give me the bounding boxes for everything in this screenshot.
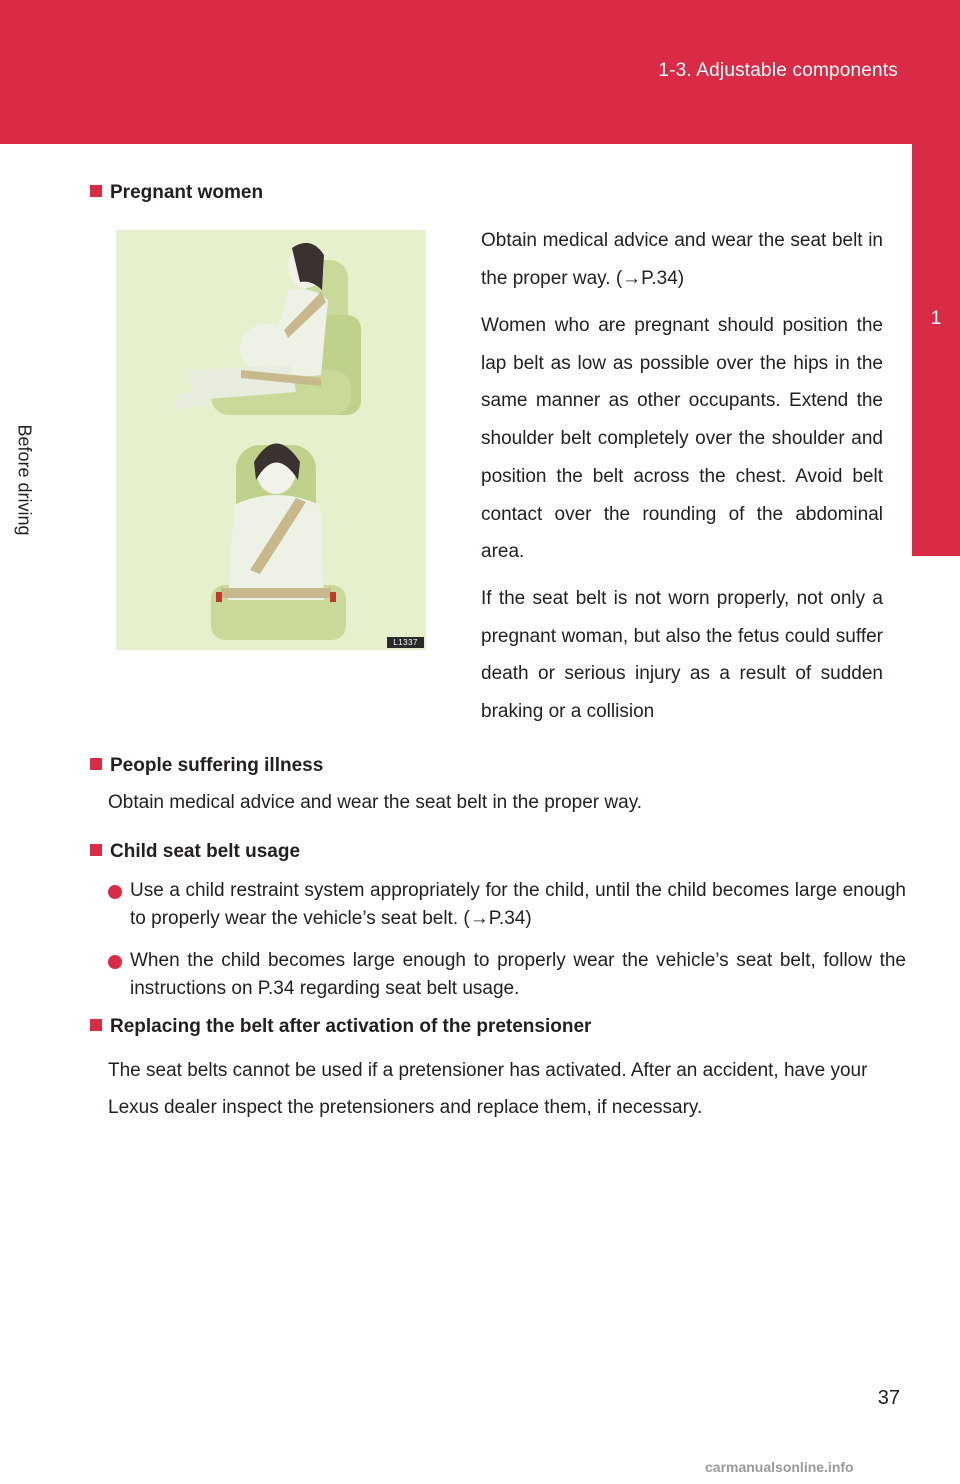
illness-text: Obtain medical advice and wear the seat belt in the proper way. (108, 792, 643, 813)
child-bullet-2: When the child becomes large enough to properly wear the vehicle’s seat belt, follow the instructions on P.34 regarding seat belt usage. (108, 947, 906, 1003)
heading-child-seat-belt: Child seat belt usage (90, 841, 300, 863)
pretensioner-text: The seat belts cannot be used if a pretensioner has activated. After an accident, have your Lexus dealer inspect the pretensioners and replace them, if necessary. (108, 1060, 868, 1118)
heading-pregnant-women: Pregnant women (90, 182, 263, 204)
section-title: 1-3. Adjustable components (658, 60, 898, 81)
pregnant-woman-illustration (116, 230, 426, 650)
heading-square-icon (90, 1019, 102, 1031)
chapter-label: Before driving (14, 424, 35, 536)
figure-code: L1337 (387, 637, 424, 648)
lap-belt-front (221, 588, 331, 598)
pregnant-para-1: Obtain medical advice and wear the seat belt in the proper way. (→P.34) (481, 230, 883, 289)
heading-replacing-belt: Replacing the belt after activation of the pretensioner (90, 1016, 591, 1038)
heading-square-icon (90, 185, 102, 197)
heading-square-icon (90, 844, 102, 856)
heading-people-illness: People suffering illness (90, 755, 323, 777)
buckle-left (216, 592, 222, 602)
heading-square-icon (90, 758, 102, 770)
pregnant-para-2: Women who are pregnant should position the lap belt as low as possible over the hips in the same manner as other occupants. Extend the shoulder belt completely over the shoulder and position the belt across the chest. Avoid belt contact over the rounding of the abdominal area. (481, 315, 883, 563)
chapter-number: 1 (930, 308, 942, 329)
seatbelt-illustration (116, 230, 426, 650)
page-header (0, 0, 960, 144)
child-bullet-1: Use a child restraint system appropriately for the child, until the child becomes large enough to properly wear the vehicle’s seat belt. (→P.34) (108, 877, 906, 933)
chapter-tab (912, 144, 960, 556)
page-number: 37 (877, 1387, 900, 1409)
lower-legs (174, 390, 208, 410)
bullet-icon (108, 885, 122, 899)
pregnant-para-3: If the seat belt is not worn properly, not only a pregnant woman, but also the fetus could suffer death or serious injury as a result of sudden braking or a collision (481, 588, 883, 723)
watermark: carmanualsonline.info (705, 1459, 854, 1475)
buckle-right (330, 592, 336, 602)
bullet-icon (108, 955, 122, 969)
belly (240, 324, 292, 372)
